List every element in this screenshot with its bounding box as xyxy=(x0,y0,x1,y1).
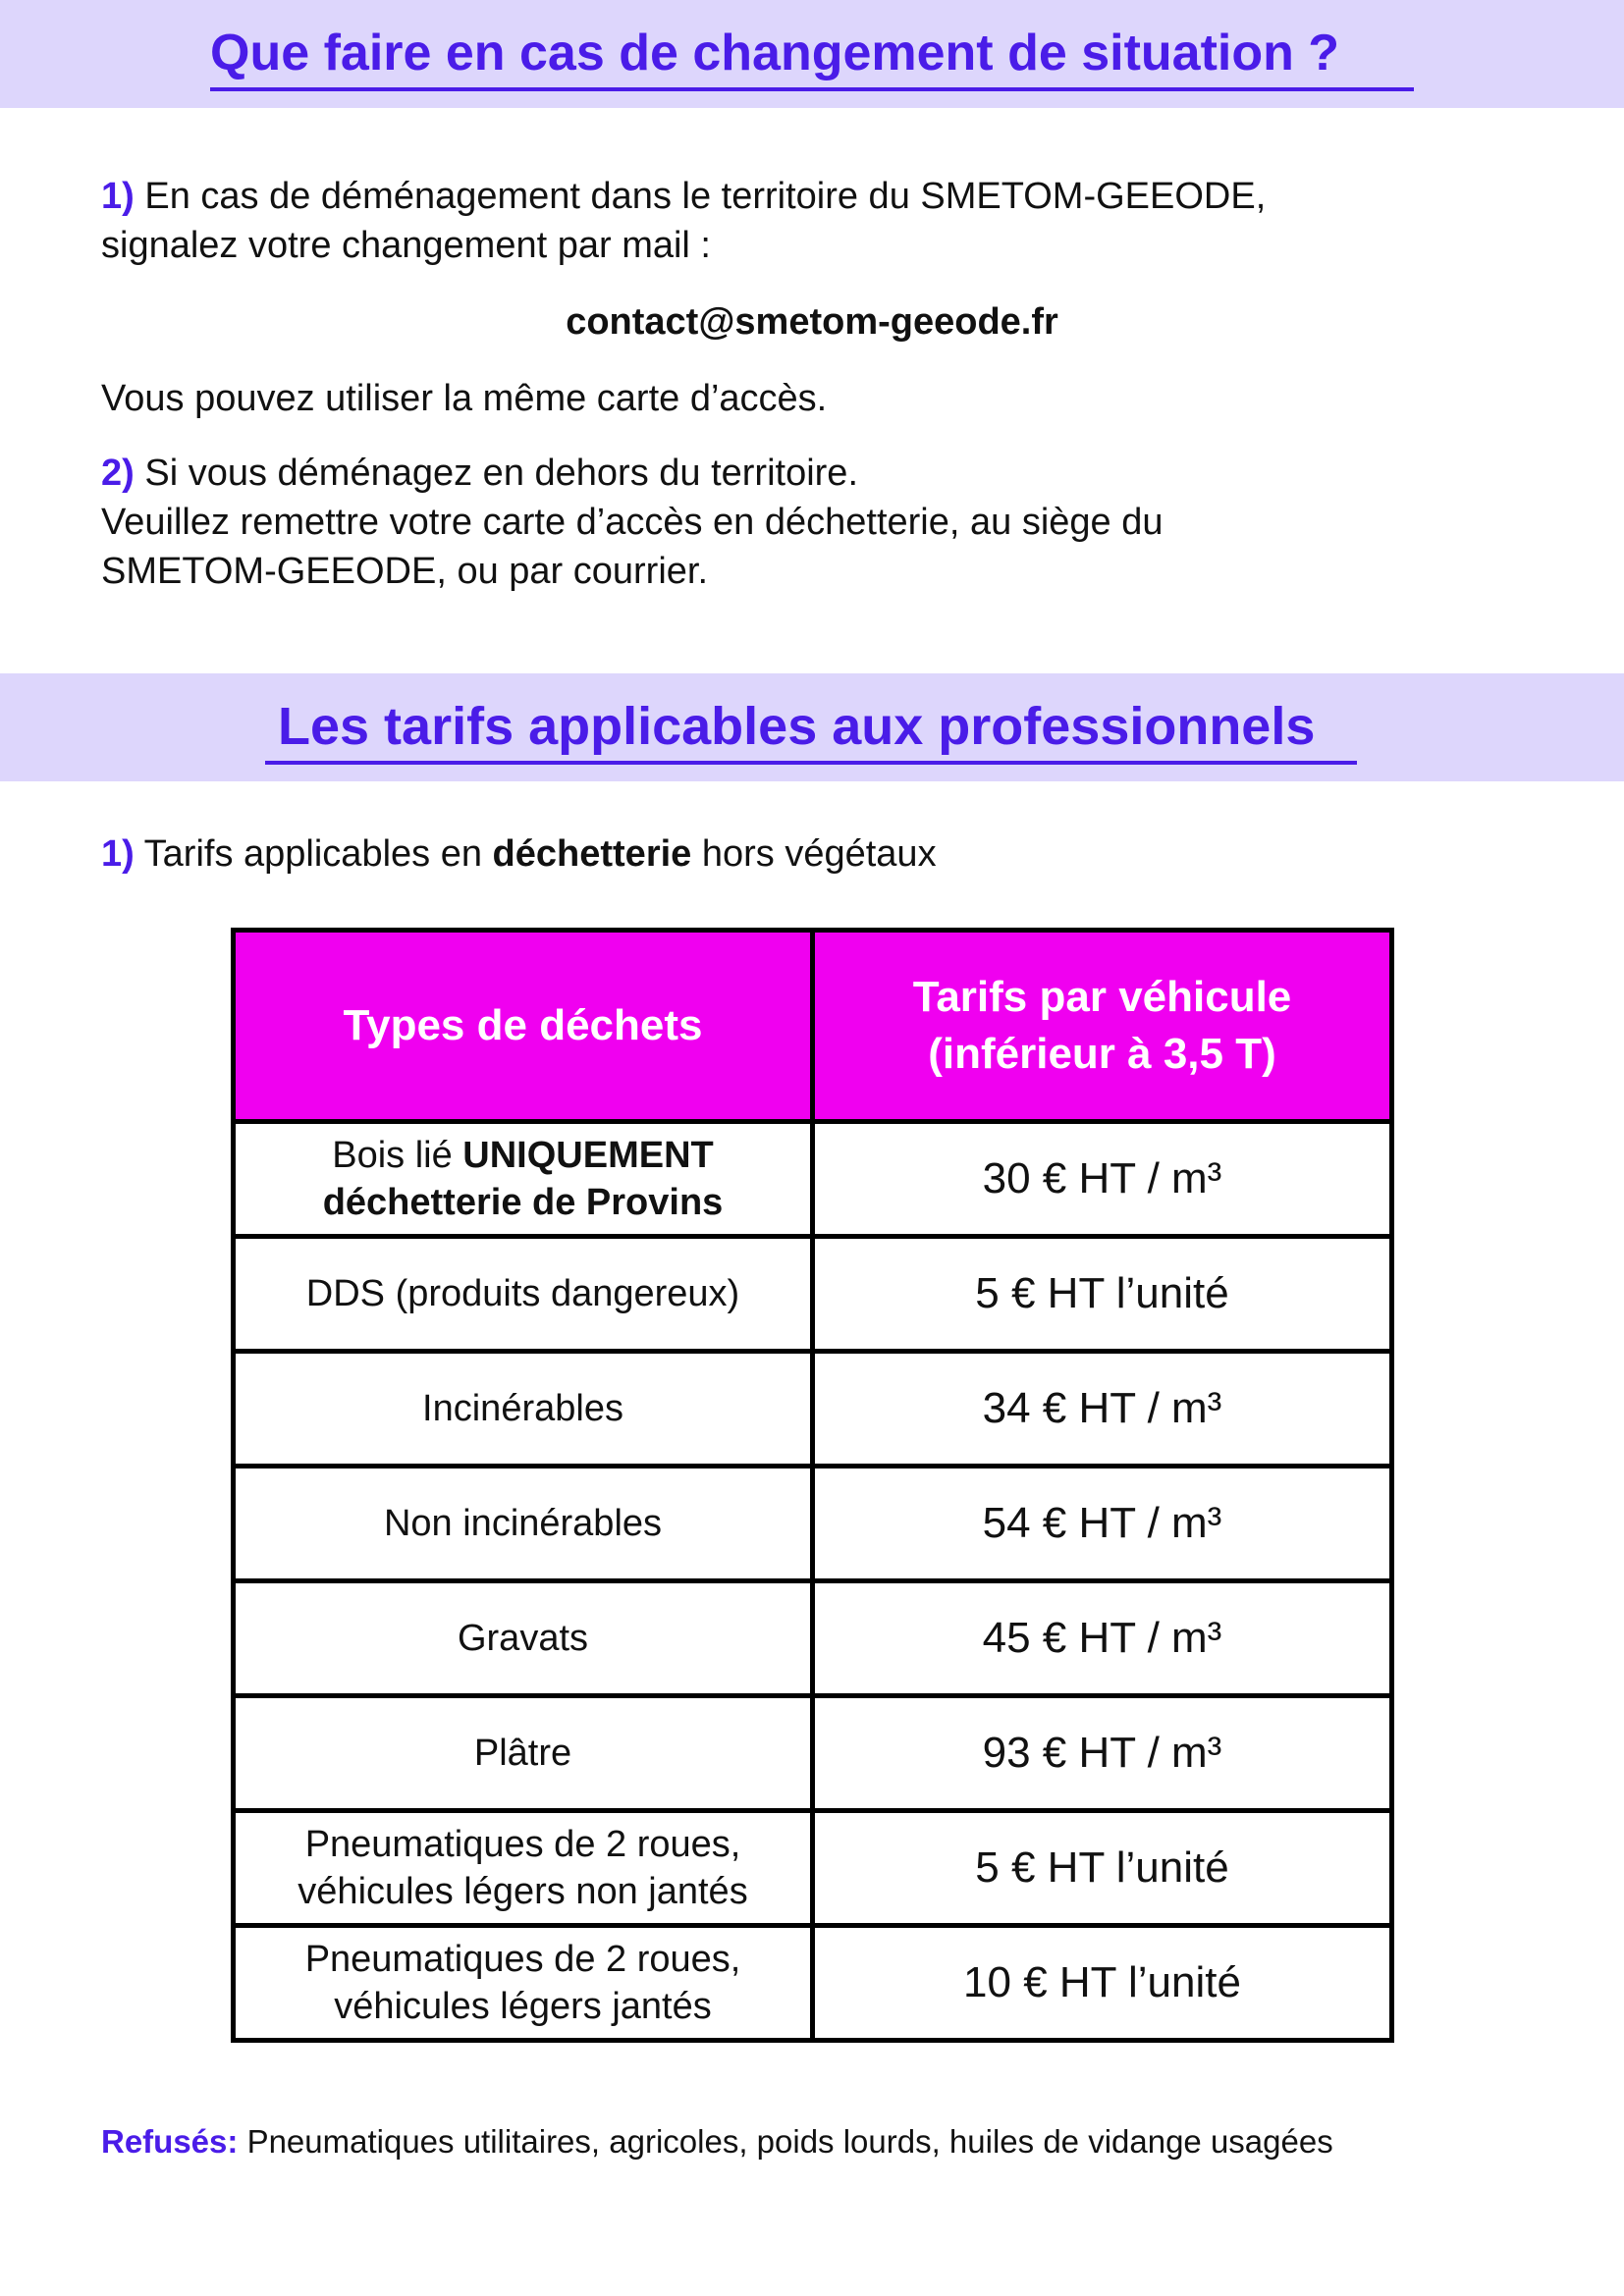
table-row xyxy=(234,1696,1392,1811)
price-cell: 10 € HT l’unité xyxy=(813,1926,1392,2041)
section2-title: Les tarifs applicables aux professionnels xyxy=(278,697,1316,756)
type-cell: Plâtre xyxy=(234,1696,813,1811)
table-row xyxy=(234,1926,1392,2041)
type-cell: Non incinérables xyxy=(234,1467,813,1581)
table-header-row xyxy=(234,931,1392,1122)
refused-note xyxy=(101,2120,1333,2163)
price-cell: 30 € HT / m³ xyxy=(813,1122,1392,1237)
type-cell: DDS (produits dangereux) xyxy=(234,1237,813,1352)
type-cell xyxy=(234,1122,813,1237)
table-row xyxy=(234,1122,1392,1237)
section1-title-underline xyxy=(210,87,1414,91)
type-cell xyxy=(234,1926,813,2041)
section1-title: Que faire en cas de changement de situation ? xyxy=(210,25,1340,81)
same-card-note: Vous pouvez utiliser la même carte d’accès. xyxy=(101,378,828,419)
section1-item1 xyxy=(101,172,1266,270)
price-cell: 93 € HT / m³ xyxy=(813,1696,1392,1811)
type-text-c: déchetterie de Provins xyxy=(322,1182,724,1223)
section1-item2 xyxy=(101,449,1164,596)
item1-line1: En cas de déménagement dans le territoire du SMETOM-GEEODE, xyxy=(144,176,1267,217)
item1-line2: signalez votre changement par mail : xyxy=(101,225,711,266)
tariffs-table xyxy=(231,928,1394,2043)
contact-email: contact@smetom-geeode.fr xyxy=(566,301,1058,343)
header-prices xyxy=(813,931,1392,1122)
header-types-label: Types de déchets xyxy=(343,1001,703,1049)
item2-line1: Si vous déménagez en dehors du territoire. xyxy=(144,453,858,494)
type-line1: Pneumatiques de 2 roues, xyxy=(304,1824,741,1865)
item2-line3: SMETOM-GEEODE, ou par courrier. xyxy=(101,551,709,592)
intro-before: Tarifs applicables en xyxy=(143,833,482,875)
table-row xyxy=(234,1352,1392,1467)
item2-line2: Veuillez remettre votre carte d’accès en déchetterie, au siège du xyxy=(101,502,1164,543)
type-cell: Incinérables xyxy=(234,1352,813,1467)
section1-header-band xyxy=(0,0,1624,108)
table-row xyxy=(234,1581,1392,1696)
type-line1: Pneumatiques de 2 roues, xyxy=(304,1939,741,1980)
price-cell: 5 € HT l’unité xyxy=(813,1811,1392,1926)
price-cell: 45 € HT / m³ xyxy=(813,1581,1392,1696)
price-cell: 5 € HT l’unité xyxy=(813,1237,1392,1352)
header-prices-line1: Tarifs par véhicule xyxy=(912,973,1292,1021)
intro-bold: déchetterie xyxy=(492,833,692,875)
type-text-b: UNIQUEMENT xyxy=(462,1135,714,1176)
intro-number: 1) xyxy=(101,833,135,875)
item1-number: 1) xyxy=(101,176,135,217)
table-row xyxy=(234,1467,1392,1581)
refused-text: Pneumatiques utilitaires, agricoles, poids lourds, huiles de vidange usagées xyxy=(246,2123,1333,2160)
price-cell: 34 € HT / m³ xyxy=(813,1352,1392,1467)
item2-number: 2) xyxy=(101,453,135,494)
table-row xyxy=(234,1811,1392,1926)
tariffs-intro xyxy=(101,829,937,879)
section2-header-band xyxy=(0,673,1624,781)
type-line2: véhicules légers jantés xyxy=(334,1986,712,2027)
type-cell: Gravats xyxy=(234,1581,813,1696)
header-prices-line2: (inférieur à 3,5 T) xyxy=(928,1030,1276,1078)
type-text-a: Bois lié xyxy=(332,1135,453,1176)
table-row xyxy=(234,1237,1392,1352)
intro-after: hors végétaux xyxy=(701,833,937,875)
refused-label: Refusés: xyxy=(101,2123,239,2160)
price-cell: 54 € HT / m³ xyxy=(813,1467,1392,1581)
type-cell xyxy=(234,1811,813,1926)
type-line2: véhicules légers non jantés xyxy=(298,1871,748,1912)
section2-title-underline xyxy=(265,761,1357,765)
header-types xyxy=(234,931,813,1122)
